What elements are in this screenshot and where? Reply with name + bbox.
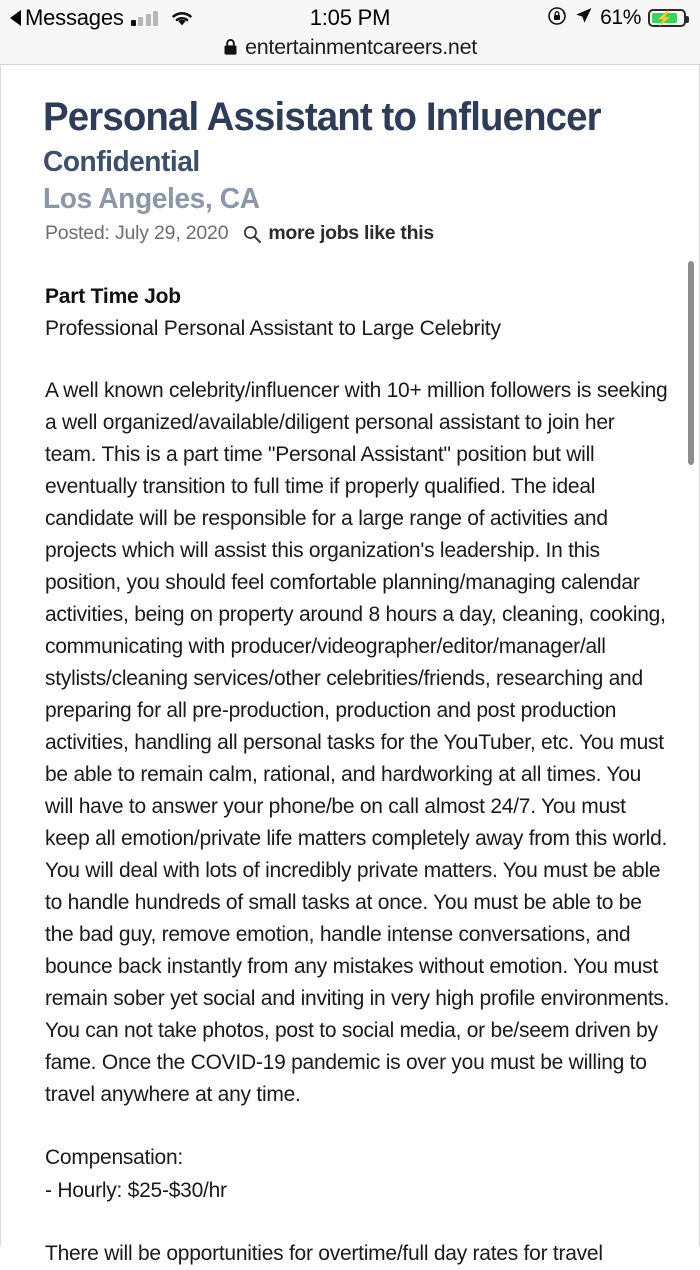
wifi-icon (169, 9, 195, 28)
job-body (43, 285, 671, 1270)
clock: 1:05 PM (309, 5, 391, 30)
compensation-hourly: - Hourly: $25-$30/hr (45, 1179, 227, 1203)
posted-date: Posted: July 29, 2020 (45, 222, 229, 245)
address-bar[interactable] (0, 34, 700, 64)
overtime-note: There will be opportunities for overtime/full day rates for travel (45, 1242, 603, 1266)
page-title: Personal Assistant to Influencer (43, 95, 601, 139)
job-posting (1, 65, 699, 1270)
more-jobs-like-this-link[interactable]: more jobs like this (268, 222, 434, 245)
battery-percent: 61% (600, 6, 641, 29)
compensation-heading: Compensation: (45, 1146, 183, 1170)
ios-status-bar (0, 2, 700, 34)
posted-row (45, 222, 671, 245)
search-icon[interactable] (242, 224, 262, 244)
web-page (0, 65, 700, 1266)
browser-chrome (0, 0, 700, 65)
job-description: A well known celebrity/influencer with 10+ million followers is seeking a well organized/available/diligent personal assistant to join her team. This is a part time "Personal Assistant" position but will eventually transition to full time if properly qualified. The ideal candidate will be responsible for a large range of activities and projects which will assist this organization's leadership. In this position, you should feel comfortable planning/managing calendar activities, being on property around 8 hours a day, cleaning, cooking, communicating with producer/videographer/editor/manager/all stylists/cleaning services/other celebrities/friends, researching and preparing for all pre-production, production and post production activities, handling all personal tasks for the YouTuber, etc. You must be able to remain calm, rational, and hardworking at all times. You will have to answer your phone/be on call almost 24/7. You must keep all emotion/private life matters completely away from this world. You will deal with lots of incredibly private matters. You must be able to handle hundreds of small tasks at once. You must be able to be the bad guy, remove emotion, handle intense conversations, and bounce back instantly from any mistakes without emotion. You must remain sober yet social and inviting in very high profile environments. You can not take photos, post to social media, or be/seem driven by fame. Once the COVID-19 pandemic is over you must be willing to travel anywhere at any time. (45, 379, 670, 1107)
location-arrow-icon (574, 6, 593, 30)
lock-icon (223, 38, 238, 56)
job-location: Los Angeles, CA (43, 182, 260, 215)
back-to-messages-button[interactable] (10, 5, 124, 31)
company-name: Confidential (43, 145, 200, 178)
back-to-messages-label: Messages (25, 5, 124, 30)
status-bar-left (10, 5, 195, 31)
back-triangle-icon (10, 10, 21, 26)
url-text: entertainmentcareers.net (245, 34, 477, 59)
scrollbar-thumb[interactable] (688, 261, 694, 465)
rotation-lock-icon (547, 6, 567, 31)
status-bar-right (547, 6, 686, 31)
cellular-signal-icon (131, 11, 159, 26)
job-type-heading: Part Time Job (45, 285, 181, 309)
job-subtitle: Professional Personal Assistant to Large Celebrity (45, 317, 501, 341)
page-scrollbar[interactable] (688, 261, 694, 465)
battery-charging-icon: ⚡ (648, 9, 686, 27)
